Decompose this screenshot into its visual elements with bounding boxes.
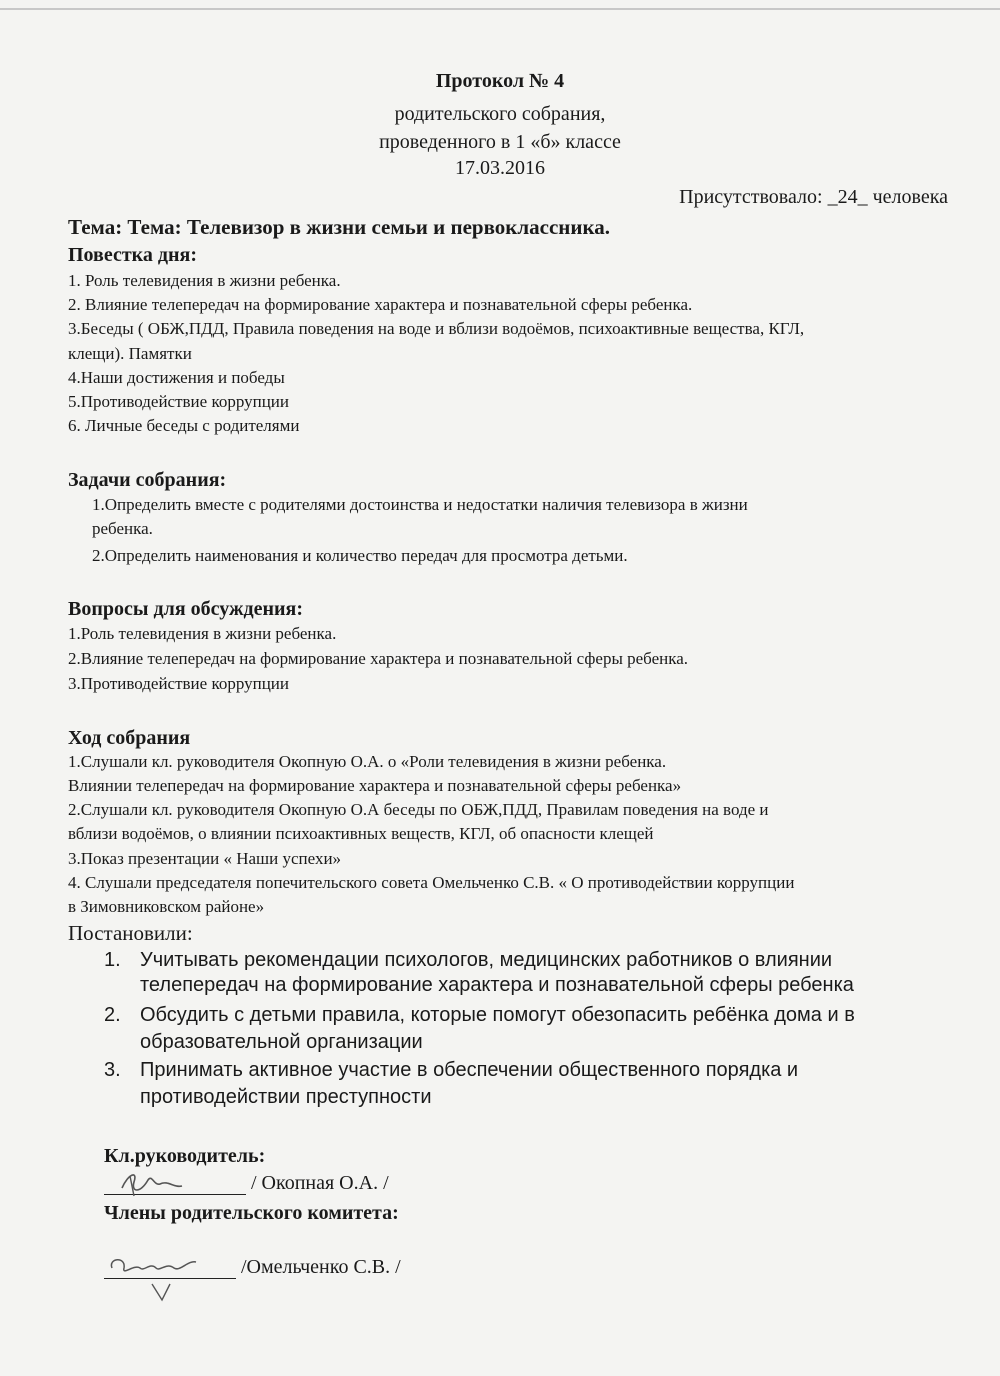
proceedings-heading: Ход собрания xyxy=(68,727,191,749)
agenda-item: 1. Роль телевидения в жизни ребенка. xyxy=(68,271,341,290)
proceedings-item: 1.Слушали кл. руководителя Окопную О.А. о «Роли телевидения в жизни ребенка. xyxy=(68,752,667,771)
question-item: 2.Влияние телепередач на формирование характера и познавательной сферы ребенка. xyxy=(68,649,689,668)
committee-label: Члены родительского комитета: xyxy=(104,1202,399,1224)
proceedings-item: Влиянии телепередач на формирование характера и познавательной сферы ребенка» xyxy=(68,776,682,795)
questions-heading: Вопросы для обсуждения: xyxy=(68,598,304,620)
document-subtitle-1: родительского собрания, xyxy=(394,103,606,125)
agenda-item: 5.Противодействие коррупции xyxy=(68,392,289,411)
attendance-count: Присутствовало: _24_ человека xyxy=(679,186,948,208)
resolution-text: образовательной организации xyxy=(140,1031,423,1053)
task-item: 1.Определить вместе с родителями достоинства и недостатки наличия телевизора в жизни xyxy=(92,495,748,514)
question-item: 1.Роль телевидения в жизни ребенка. xyxy=(68,624,337,643)
proceedings-item: в Зимовниковском районе» xyxy=(68,897,265,916)
agenda-heading: Повестка дня: xyxy=(68,244,198,266)
agenda-item: 3.Беседы ( ОБЖ,ПДД, Правила поведения на воде и вблизи водоёмов, психоактивные вещества, КГЛ, xyxy=(68,319,805,338)
document-subtitle-2: проведенного в 1 «б» классе xyxy=(379,131,621,153)
resolution-text: противодействии преступности xyxy=(140,1086,432,1108)
resolution-number: 2. xyxy=(104,1004,121,1026)
proceedings-item: 4. Слушали председателя попечительского совета Омельченко С.В. « О противодействии коррупции xyxy=(68,873,795,892)
committee-signature-icon xyxy=(104,1254,224,1314)
agenda-item: 6. Личные беседы с родителями xyxy=(68,416,300,435)
meeting-date: 17.03.2016 xyxy=(455,157,545,179)
resolution-text: Обсудить с детьми правила, которые помогут обезопасить ребёнка дома и в xyxy=(140,1004,855,1026)
resolution-heading: Постановили: xyxy=(68,921,193,945)
proceedings-item: вблизи водоёмов, о влиянии психоактивных веществ, КГЛ, об опасности клещей xyxy=(68,824,654,843)
question-item: 3.Противодействие коррупции xyxy=(68,674,289,693)
teacher-label: Кл.руководитель: xyxy=(104,1145,266,1167)
agenda-item: 2. Влияние телепередач на формирование характера и познавательной сферы ребенка. xyxy=(68,295,693,314)
proceedings-item: 2.Слушали кл. руководителя Окопную О.А беседы по ОБЖ,ПДД, Правилам поведения на воде и xyxy=(68,800,769,819)
committee-signature-row xyxy=(104,1256,401,1279)
resolution-number: 3. xyxy=(104,1059,121,1081)
agenda-item: клещи). Памятки xyxy=(68,344,192,363)
resolution-text: Принимать активное участие в обеспечении общественного порядка и xyxy=(140,1059,799,1081)
resolution-text: телепередач на формирование характера и познавательной сферы ребенка xyxy=(140,974,854,996)
committee-name: /Омельченко С.В. / xyxy=(241,1256,401,1278)
document-title: Протокол № 4 xyxy=(435,70,565,92)
task-item: ребенка. xyxy=(92,519,153,538)
teacher-signature-row xyxy=(104,1172,389,1195)
teacher-signature-icon xyxy=(104,1166,194,1200)
meeting-theme: Тема: Тема: Телевизор в жизни семьи и первоклассника. xyxy=(68,215,611,239)
proceedings-item: 3.Показ презентации « Наши успехи» xyxy=(68,849,342,868)
scan-edge-line xyxy=(0,8,1000,10)
resolution-text: Учитывать рекомендации психологов, медицинских работников о влиянии xyxy=(140,949,833,971)
teacher-name: / Окопная О.А. / xyxy=(251,1172,389,1194)
task-item: 2.Определить наименования и количество передач для просмотра детьми. xyxy=(92,546,628,565)
tasks-heading: Задачи собрания: xyxy=(68,469,227,491)
committee-signature-line xyxy=(104,1256,236,1279)
agenda-item: 4.Наши достижения и победы xyxy=(68,368,285,387)
teacher-signature-line xyxy=(104,1172,246,1195)
resolution-number: 1. xyxy=(104,949,121,971)
